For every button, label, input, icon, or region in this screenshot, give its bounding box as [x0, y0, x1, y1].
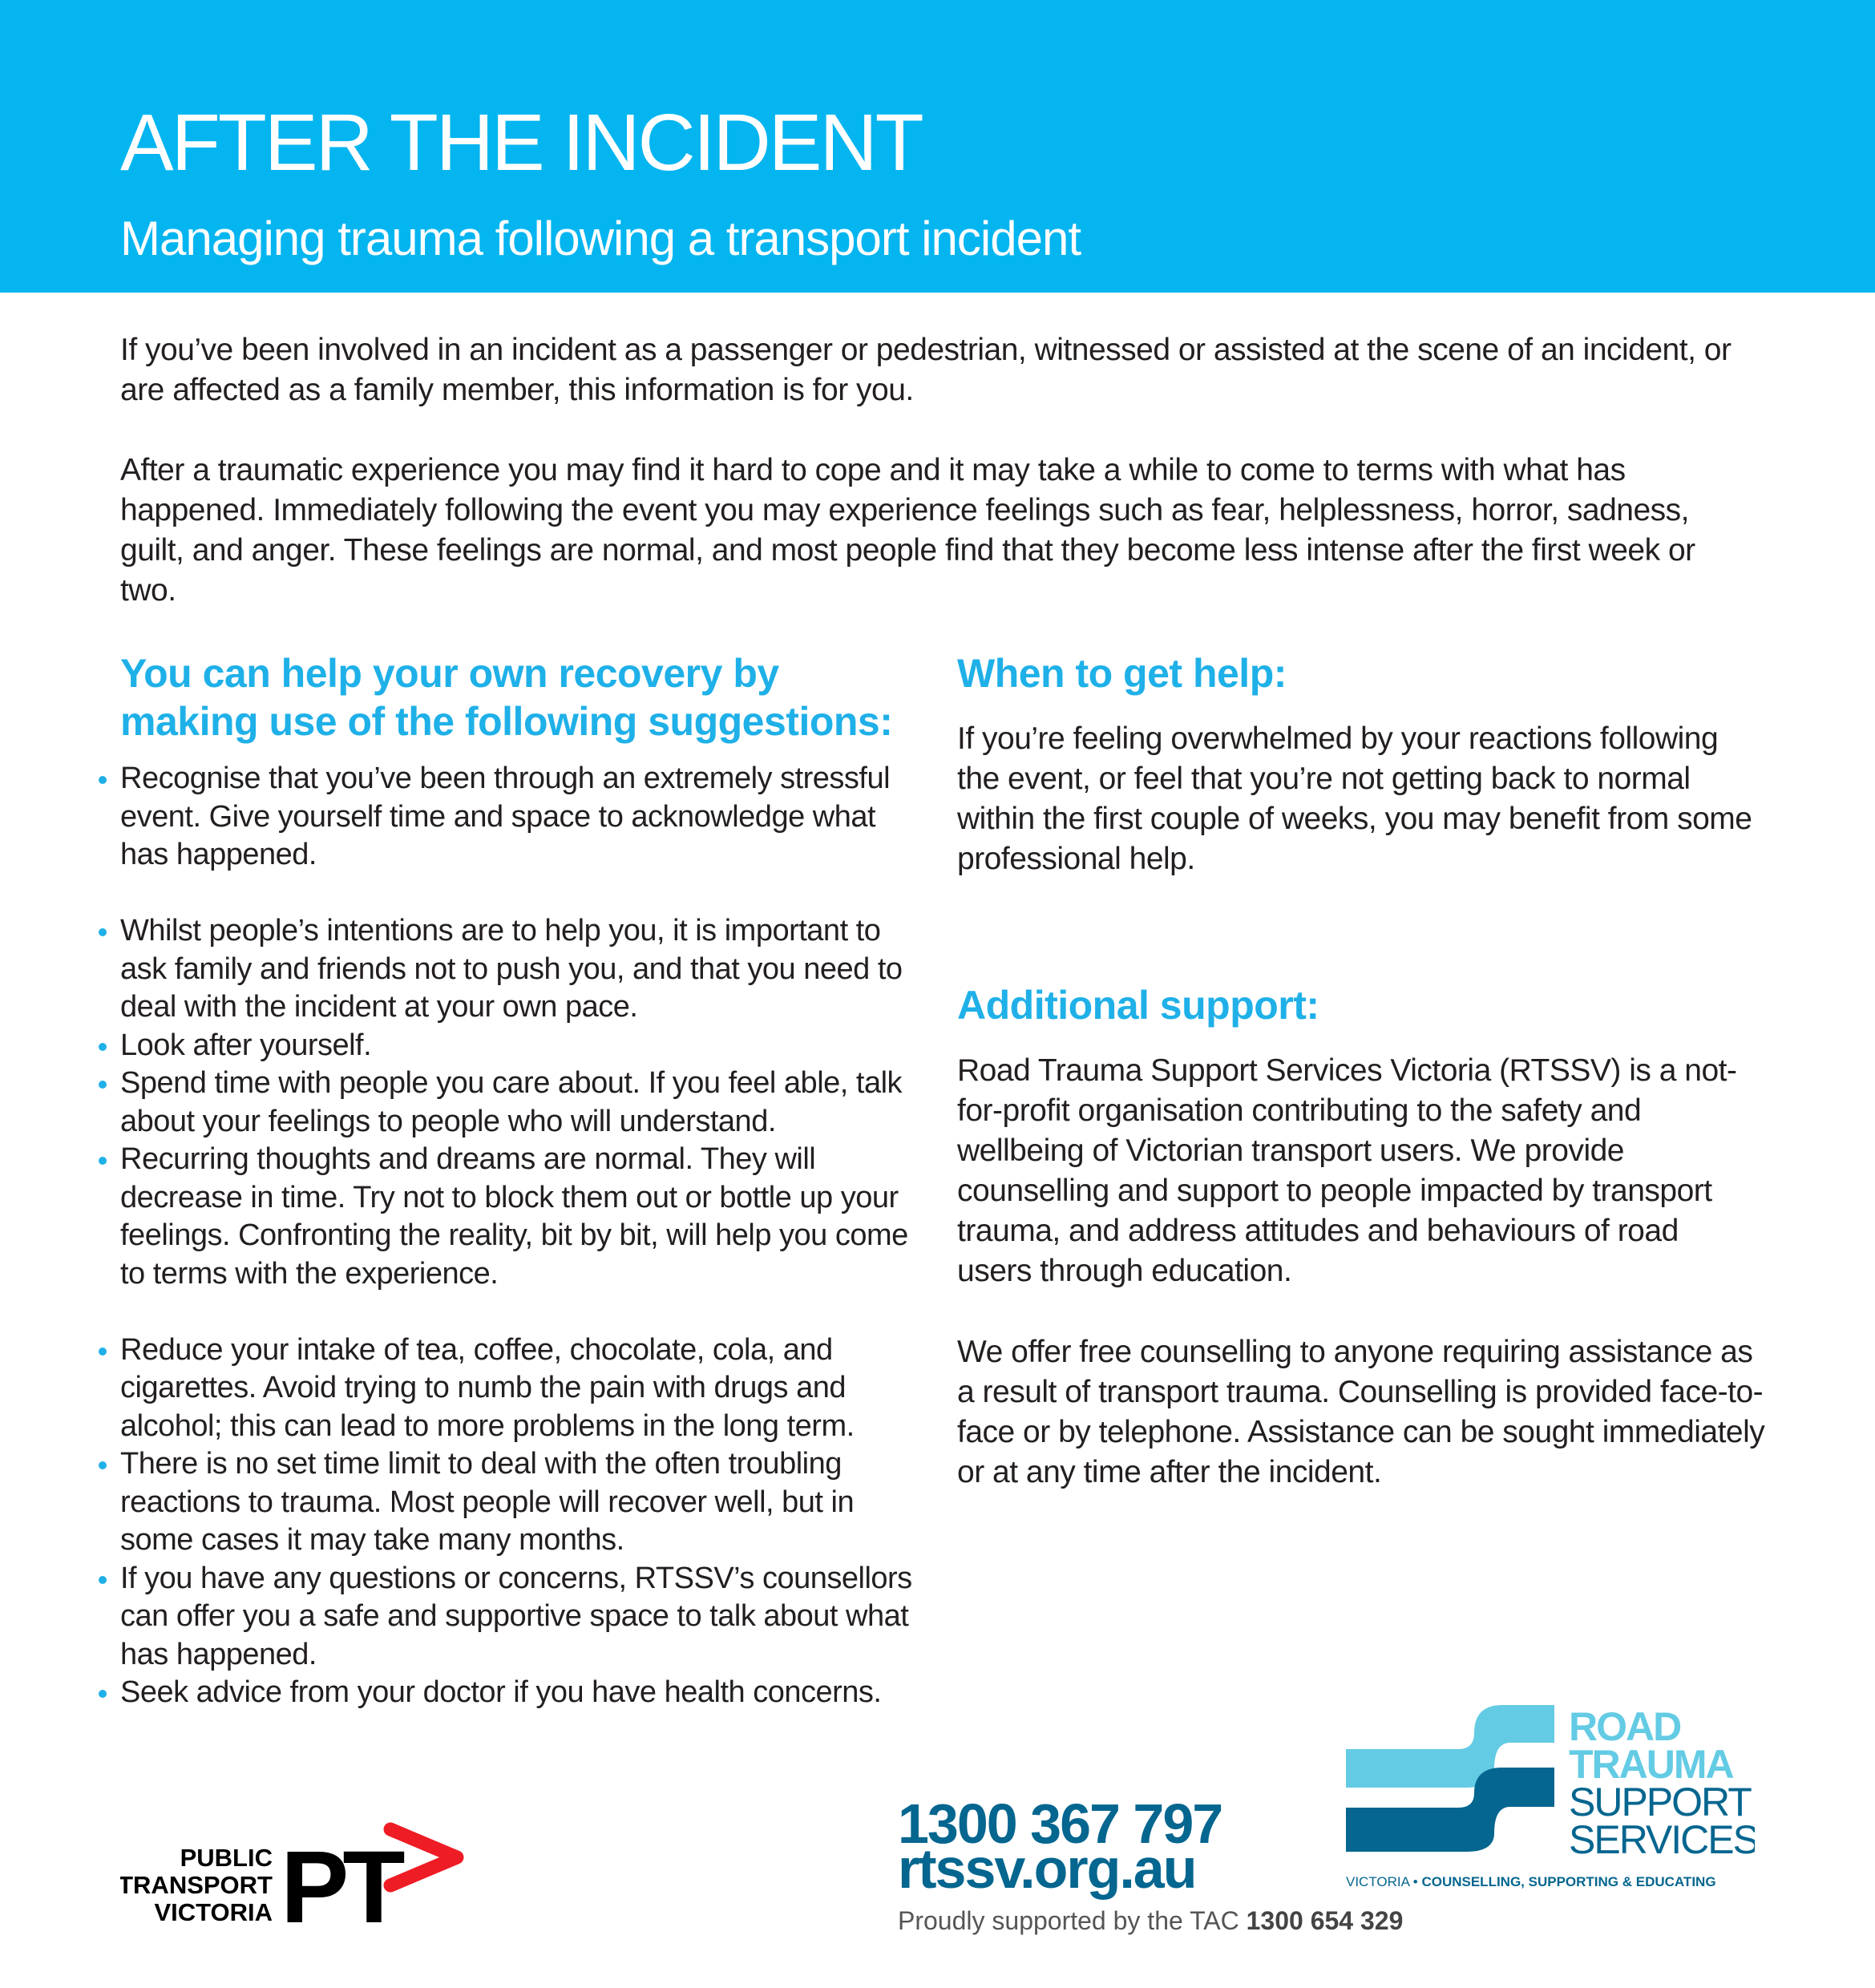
list-item: Whilst people’s intentions are to help you, it is important to ask family and friends not to push you, and that you need to deal with the incident at your own pace. [120, 912, 922, 1027]
ptv-logo-mark: PT [281, 1830, 399, 1932]
support-paragraph-2: We offer free counselling to anyone requiring assistance as a result of transport trauma. Counselling is provided face-to-face or by telephone. Assistance can be sought immediately or at any time after the incident. [957, 1335, 1765, 1489]
tac-phone: 1300 654 329 [1246, 1906, 1404, 1935]
intro-paragraph-1: If you’ve been involved in an incident as a passenger or pedestrian, witnessed or assisted at the scene of an incident, or are affected as a family member, this information is for you. [120, 333, 1732, 407]
ptv-arrow-icon [390, 1829, 457, 1885]
rtss-tagline-victoria: VICTORIA • [1346, 1874, 1418, 1889]
list-item: If you have any questions or concerns, RTSSV’s counsellors can offer you a safe and supportive space to talk about what has happened. [120, 1560, 922, 1675]
list-item: Spend time with people you care about. If you feel able, talk about your feelings to people who will understand. [120, 1065, 922, 1141]
rtss-logo [1346, 1705, 1755, 1897]
suggestions-list [120, 760, 922, 1712]
rtss-logo-support: SUPPORT [1569, 1780, 1751, 1824]
list-item: Recurring thoughts and dreams are normal. They will decrease in time. Try not to block them out or bottle up your feelings. Confronting the reality, bit by bit, will help you come to terms with the experience. [120, 1141, 922, 1293]
suggestions-heading: You can help your own recovery by making use of the following suggestions: [120, 651, 893, 744]
page-title: AFTER THE INCIDENT [120, 98, 922, 188]
rtss-logo-trauma: TRAUMA [1569, 1742, 1733, 1787]
rtss-logo-services: SERVICES [1569, 1817, 1755, 1862]
supported-by-text: Proudly supported by the TAC [898, 1906, 1239, 1935]
intro-paragraph-2: After a traumatic experience you may find it hard to cope and it may take a while to come to terms with what has happened. Immediately following the event you may experience feelings such as fear, helplessness, horror, sadness, guilt, and anger. These feelings are normal, and most people find that they become less intense after the first week or two. [120, 453, 1695, 608]
list-item: Recognise that you’ve been through an extremely stressful event. Give yourself time and space to acknowledge what has happened. [120, 760, 922, 875]
ptv-logo-line-1: PUBLIC [180, 1844, 273, 1872]
ptv-logo-line-2: TRANSPORT [120, 1871, 273, 1899]
list-item: There is no set time limit to deal with the often troubling reactions to trauma. Most people will recover well, but in some cases it may take many months. [120, 1445, 922, 1560]
svg-text:VICTORIA • COUNSELLING, SUPPOR [1346, 1874, 1716, 1889]
support-paragraph-1: Road Trauma Support Services Victoria (RTSSV) is a not-for-profit organisation contributing to the safety and wellbeing of Victorian transport users. We provide counselling and support to people impacted by transport trauma, and address attitudes and behaviours of road users through education. [957, 1053, 1737, 1288]
rtssv-url[interactable]: rtssv.org.au [898, 1837, 1196, 1900]
help-paragraph: If you’re feeling overwhelmed by your reactions following the event, or feel that you’re not getting back to normal within the first couple of weeks, you may benefit from some professional help. [957, 721, 1752, 876]
rtss-logo-road: ROAD [1569, 1705, 1681, 1749]
list-item: Reduce your intake of tea, coffee, chocolate, cola, and cigarettes. Avoid trying to numb the pain with drugs and alcohol; this can lead to more problems in the long term. [120, 1331, 922, 1446]
ptv-logo [120, 1820, 473, 1932]
tac-support-line [898, 1906, 1403, 1936]
list-item: Look after yourself. [120, 1027, 922, 1065]
when-to-get-help-heading: When to get help: [957, 651, 1287, 696]
rtss-tagline: COUNSELLING, SUPPORTING & EDUCATING [1421, 1874, 1716, 1889]
list-item: Seek advice from your doctor if you have health concerns. [120, 1674, 922, 1712]
page-subtitle: Managing trauma following a transport incident [120, 212, 1081, 265]
rtssv-phone: 1300 367 797 [898, 1792, 1222, 1855]
additional-support-heading: Additional support: [957, 983, 1319, 1028]
ptv-logo-line-3: VICTORIA [154, 1898, 273, 1926]
